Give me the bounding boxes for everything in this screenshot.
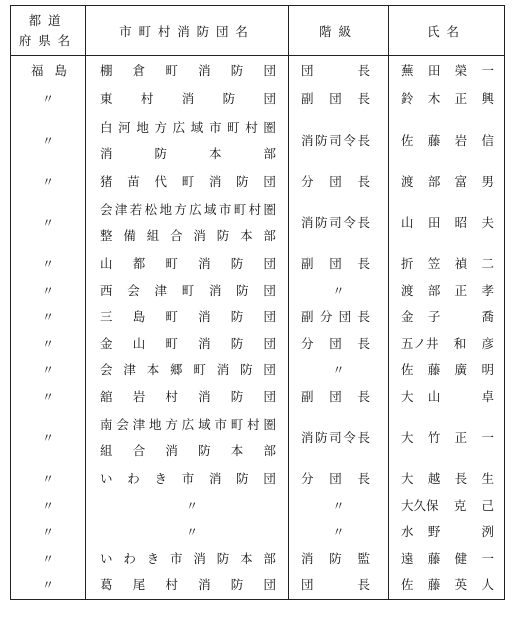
cell-person-name	[389, 251, 505, 278]
person-name-text: 五ノ井 和 彦	[401, 335, 494, 351]
cell-unit	[86, 519, 289, 546]
prefecture-ditto: 〃	[41, 472, 54, 487]
cell-unit	[86, 251, 289, 278]
person-name-text: 大 越 長 生	[401, 471, 494, 487]
cell-unit	[86, 546, 289, 573]
cell-person-name	[389, 410, 505, 466]
cell-prefecture	[11, 169, 86, 196]
fire-brigade-roster-table	[10, 5, 505, 600]
table-row	[11, 304, 505, 331]
table-row	[11, 331, 505, 358]
person-name-text: 鈴 木 正 興	[401, 91, 494, 107]
cell-unit	[86, 410, 289, 466]
cell-rank	[289, 304, 389, 331]
header-name: 氏名	[389, 6, 505, 56]
rank-text: 消 防 司 令 長	[301, 215, 370, 230]
cell-rank	[289, 251, 389, 278]
cell-person-name	[389, 56, 505, 87]
prefecture-ditto: 〃	[41, 431, 54, 445]
cell-person-name	[389, 466, 505, 493]
cell-rank	[289, 546, 389, 573]
prefecture-ditto: 〃	[41, 336, 54, 351]
rank-text: 副 団 長	[301, 388, 370, 404]
table-header	[11, 6, 505, 56]
person-name-text: 佐 藤 廣 明	[401, 362, 494, 378]
unit-ditto: 〃	[185, 525, 198, 540]
cell-unit	[86, 572, 289, 599]
cell-rank	[289, 466, 389, 493]
cell-unit	[86, 466, 289, 493]
cell-rank	[289, 519, 389, 546]
cell-rank	[289, 331, 389, 358]
header-prefecture-line2: 府県名	[18, 32, 78, 48]
prefecture-ditto: 〃	[41, 578, 54, 593]
prefecture-ditto: 〃	[41, 363, 54, 378]
prefecture-ditto: 〃	[41, 310, 54, 325]
prefecture-text: 福 島	[31, 63, 67, 78]
cell-rank	[289, 169, 389, 196]
prefecture-ditto: 〃	[41, 551, 54, 566]
unit-line-1: 西 会 津 町 消 防 団	[100, 282, 276, 298]
cell-rank	[289, 572, 389, 599]
cell-prefecture	[11, 572, 86, 599]
cell-prefecture	[11, 304, 86, 331]
unit-line-2: 整 備 組 合 消 防 本 部	[100, 228, 276, 243]
cell-prefecture	[11, 493, 86, 520]
header-unit: 市町村消防団名	[86, 6, 289, 56]
cell-unit	[86, 56, 289, 87]
cell-person-name	[389, 195, 505, 251]
unit-line-1: 金 山 町 消 防 団	[100, 335, 276, 351]
cell-prefecture	[11, 331, 86, 358]
cell-person-name	[389, 357, 505, 384]
unit-line-1: 猪 苗 代 町 消 防 団	[100, 173, 276, 189]
cell-unit	[86, 86, 289, 113]
cell-unit	[86, 304, 289, 331]
unit-line-1: 山 都 町 消 防 団	[100, 256, 276, 272]
unit-line-1: 舘 岩 村 消 防 団	[100, 388, 276, 404]
table-row	[11, 466, 505, 493]
unit-line-1: 東 村 消 防 団	[100, 91, 276, 107]
person-name-text: 佐 藤 岩 信	[401, 132, 494, 148]
unit-line-1: 三 島 町 消 防 団	[100, 309, 276, 325]
cell-person-name	[389, 86, 505, 113]
table-row	[11, 169, 505, 196]
table-body	[11, 56, 505, 600]
cell-prefecture	[11, 195, 86, 251]
table-row	[11, 493, 505, 520]
unit-line-1: 葛 尾 村 消 防 団	[100, 577, 276, 593]
cell-rank	[289, 56, 389, 87]
prefecture-ditto: 〃	[41, 257, 54, 272]
cell-rank	[289, 86, 389, 113]
cell-rank	[289, 493, 389, 520]
cell-prefecture	[11, 519, 86, 546]
cell-person-name	[389, 572, 505, 599]
table-row	[11, 519, 505, 546]
person-name-text: 佐 藤 英 人	[401, 577, 494, 593]
rank-text: 副 団 長	[301, 91, 370, 107]
cell-prefecture	[11, 251, 86, 278]
prefecture-ditto: 〃	[41, 283, 54, 298]
unit-line-1: 南 会 津 地 方 広 域 市 町 村 圏	[100, 417, 276, 432]
cell-person-name	[389, 546, 505, 573]
cell-rank	[289, 113, 389, 169]
rank-text: 消 防 司 令 長	[301, 430, 370, 445]
unit-ditto: 〃	[185, 498, 198, 513]
person-name-text: 大 山 卓	[401, 388, 494, 404]
table-row	[11, 86, 505, 113]
table-row	[11, 546, 505, 573]
cell-prefecture	[11, 278, 86, 305]
person-name-text: 水 野 洌	[401, 524, 494, 540]
prefecture-ditto: 〃	[41, 389, 54, 404]
person-name-text: 金 子 喬	[401, 309, 494, 325]
header-rank: 階級	[289, 6, 389, 56]
rank-text: 分 団 長	[301, 471, 370, 487]
cell-unit	[86, 169, 289, 196]
unit-line-1: 会 津 本 郷 町 消 防 団	[100, 362, 276, 378]
table-row	[11, 410, 505, 466]
cell-unit	[86, 113, 289, 169]
rank-ditto: 〃	[332, 525, 345, 540]
table-row	[11, 195, 505, 251]
cell-prefecture	[11, 546, 86, 573]
rank-ditto: 〃	[332, 363, 345, 378]
cell-person-name	[389, 113, 505, 169]
cell-person-name	[389, 331, 505, 358]
rank-text: 消 防 監	[301, 550, 370, 566]
prefecture-ditto: 〃	[41, 92, 54, 107]
unit-line-1: 白 河 地 方 広 域 市 町 村 圏	[100, 119, 276, 135]
unit-line-1: い わ き 市 消 防 本 部	[100, 550, 276, 566]
person-name-text: 折 笠 禎 二	[401, 256, 494, 272]
person-name-text: 渡 部 富 男	[401, 173, 494, 189]
rank-text: 副 分 団 長	[301, 309, 370, 325]
person-name-text: 渡 部 正 孝	[401, 282, 494, 298]
header-prefecture	[11, 6, 86, 56]
cell-prefecture	[11, 466, 86, 493]
cell-unit	[86, 493, 289, 520]
table-row	[11, 278, 505, 305]
cell-prefecture	[11, 113, 86, 169]
cell-prefecture	[11, 410, 86, 466]
unit-line-1: 会 津 若 松 地 方 広 域 市 町 村 圏	[100, 202, 276, 217]
rank-text: 団 長	[301, 63, 370, 78]
cell-prefecture	[11, 357, 86, 384]
table-row	[11, 113, 505, 169]
cell-rank	[289, 410, 389, 466]
cell-prefecture	[11, 56, 86, 87]
unit-line-2: 組 合 消 防 本 部	[100, 443, 276, 458]
table-row	[11, 384, 505, 411]
cell-person-name	[389, 169, 505, 196]
table-row	[11, 56, 505, 87]
cell-rank	[289, 384, 389, 411]
header-prefecture-line1: 都道	[28, 12, 68, 28]
prefecture-ditto: 〃	[41, 133, 54, 148]
prefecture-ditto: 〃	[41, 525, 54, 540]
unit-line-1: い わ き 市 消 防 団	[100, 471, 276, 487]
cell-person-name	[389, 304, 505, 331]
rank-text: 消 防 司 令 長	[301, 132, 370, 148]
cell-unit	[86, 195, 289, 251]
person-name-text: 大 竹 正 一	[401, 430, 494, 445]
cell-person-name	[389, 384, 505, 411]
prefecture-ditto: 〃	[41, 174, 54, 189]
prefecture-ditto: 〃	[41, 216, 54, 230]
rank-text: 分 団 長	[301, 173, 370, 189]
cell-prefecture	[11, 384, 86, 411]
rank-ditto: 〃	[332, 283, 345, 298]
rank-text: 分 団 長	[301, 335, 370, 351]
cell-unit	[86, 384, 289, 411]
person-name-text: 遠 藤 健 一	[401, 550, 494, 566]
person-name-text: 大久保 克 己	[401, 497, 494, 513]
rank-text: 副 団 長	[301, 256, 370, 272]
cell-unit	[86, 278, 289, 305]
unit-line-1: 棚 倉 町 消 防 団	[100, 63, 276, 78]
table-row	[11, 572, 505, 599]
unit-line-2: 消 防 本 部	[100, 145, 276, 161]
person-name-text: 蕪 田 榮 一	[401, 63, 494, 78]
cell-unit	[86, 331, 289, 358]
cell-person-name	[389, 278, 505, 305]
cell-person-name	[389, 519, 505, 546]
person-name-text: 山 田 昭 夫	[401, 215, 494, 230]
cell-prefecture	[11, 86, 86, 113]
cell-unit	[86, 357, 289, 384]
rank-ditto: 〃	[332, 498, 345, 513]
cell-rank	[289, 195, 389, 251]
cell-person-name	[389, 493, 505, 520]
table-row	[11, 357, 505, 384]
rank-text: 団 長	[301, 577, 370, 593]
table-row	[11, 251, 505, 278]
prefecture-ditto: 〃	[41, 498, 54, 513]
cell-rank	[289, 278, 389, 305]
cell-rank	[289, 357, 389, 384]
